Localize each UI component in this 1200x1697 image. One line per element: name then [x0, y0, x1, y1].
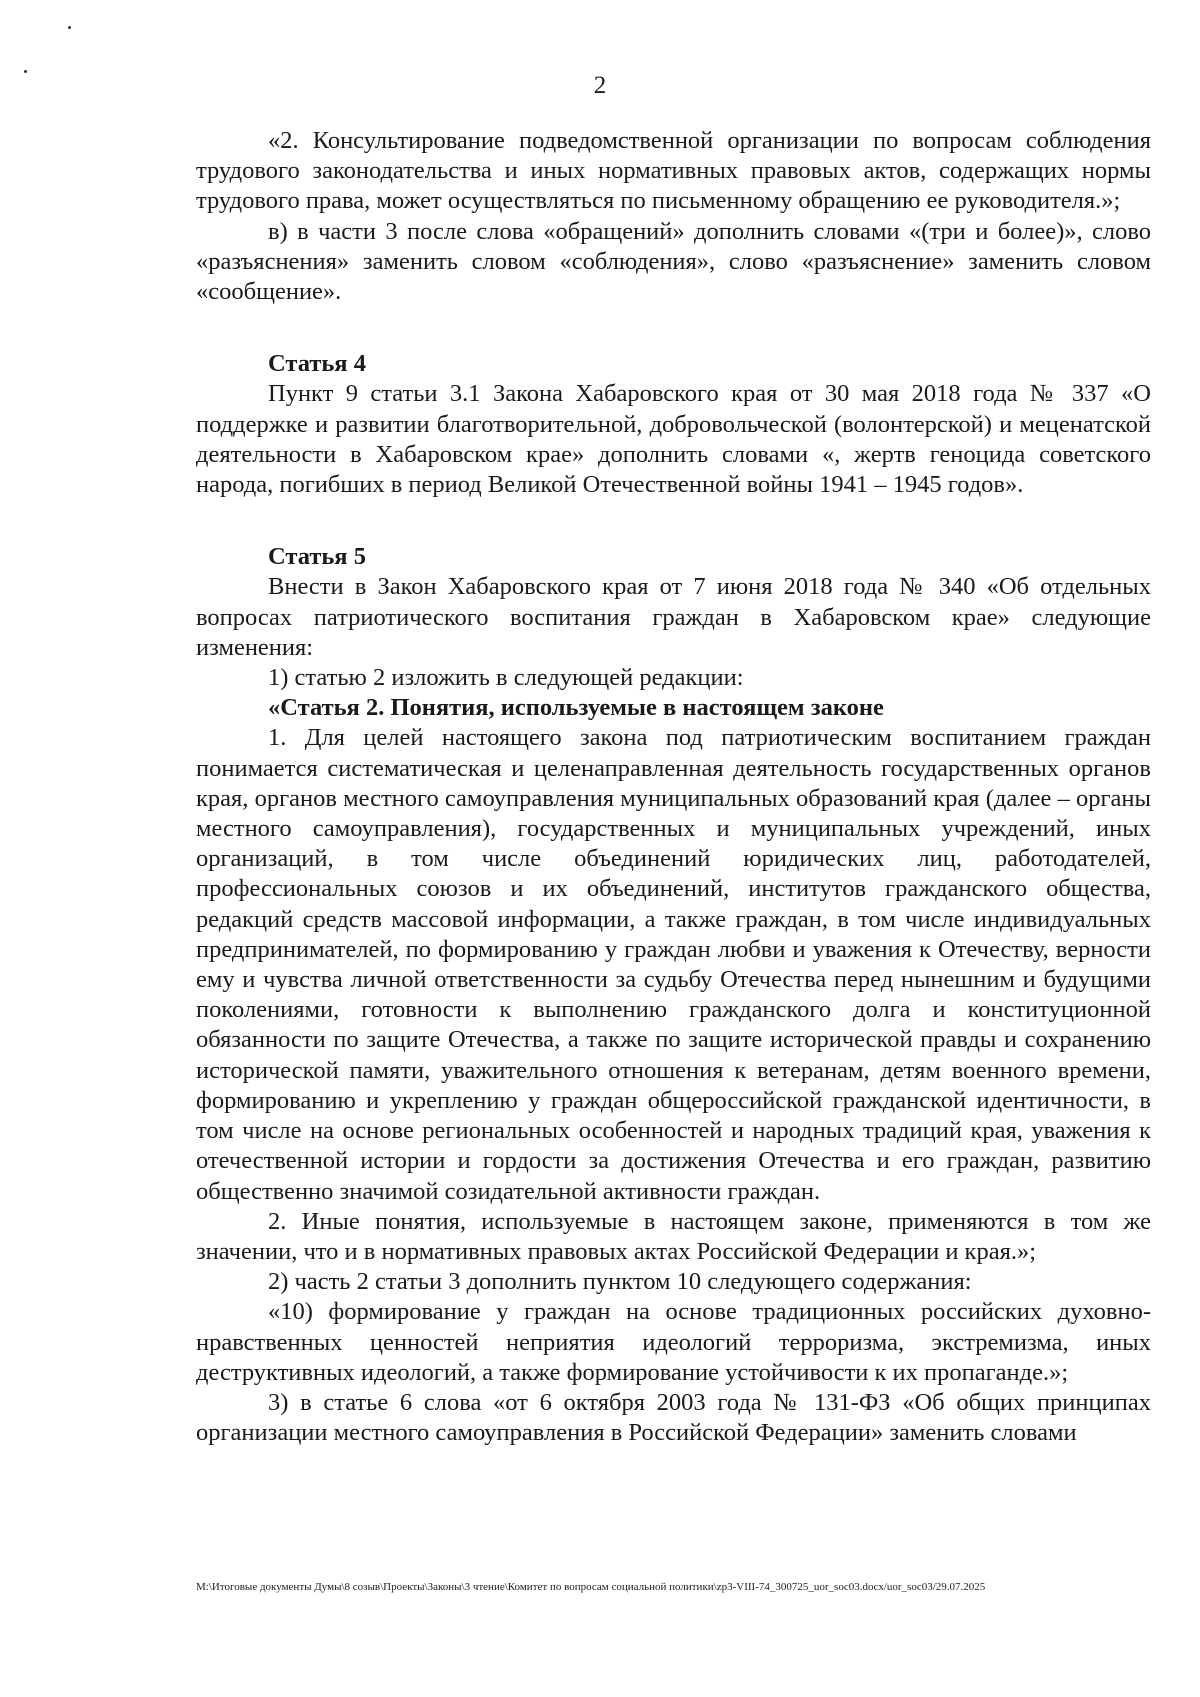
paragraph: Пункт 9 статьи 3.1 Закона Хабаровского края от 30 мая 2018 года № 337 «О поддержке и развитии благотворительной, добровольческой (волонтерской) и меценатской деятельности в Хабаровском крае» дополнить словами «, жертв геноцида советского народа, погибших в период Великой Отечественной войны 1941 – 1945 годов». — [196, 380, 1151, 499]
spacer — [196, 500, 1151, 530]
list-item: 3) в статье 6 слова «от 6 октября 2003 года № 131-ФЗ «Об общих принципах организации местного самоуправления в Российской Федерации» заменить словами — [196, 1388, 1151, 1447]
article-heading: Статья 5 — [268, 543, 366, 571]
list-item: 1) статью 2 изложить в следующей редакции: — [268, 664, 744, 692]
scan-dot — [68, 26, 71, 29]
list-item: 2) часть 2 статьи 3 дополнить пунктом 10 следующего содержания: — [268, 1268, 972, 1296]
paragraph: «10) формирование у граждан на основе традиционных российских духовно-нравственных ценностей неприятия идеологий терроризма, экстремизма, иных деструктивных идеологий, а также формирование устойчивости к их пропаганде.»; — [196, 1298, 1151, 1386]
paragraph: Внести в Закон Хабаровского края от 7 июня 2018 года № 340 «Об отдельных вопросах патриотического воспитания граждан в Хабаровском крае» следующие изменения: — [196, 573, 1151, 661]
document-body — [196, 126, 1151, 1448]
article-heading: Статья 4 — [268, 350, 366, 378]
paragraph: в) в части 3 после слова «обращений» дополнить словами «(три и более)», слово «разъяснения» заменить словом «соблюдения», слово «разъяснение» заменить словом «сообщение». — [196, 217, 1151, 306]
spacer — [196, 307, 1151, 337]
paragraph: 2. Иные понятия, используемые в настоящем законе, применяются в том же значении, что и в нормативных правовых актах Российской Федерации и края.»; — [196, 1207, 1151, 1265]
file-path-footer: M:\Итоговые документы Думы\8 созыв\Проекты\Законы\3 чтение\Комитет по вопросам социальной политики\zp3-VIII-74_300725_uor_soc03.docx/uor_soc03/29.07.2025 — [196, 1581, 986, 1593]
page-number: 2 — [593, 72, 607, 99]
subarticle-heading: «Статья 2. Понятия, используемые в настоящем законе — [268, 694, 884, 722]
paragraph: 1. Для целей настоящего закона под патриотическим воспитанием граждан понимается систематическая и целенаправленная деятельность государственных органов края, органов местного самоуправления муниципальных образований края (далее – органы местного самоуправления), государственных и муниципальных учреждений, иных организаций, в том числе объединений юридических лиц, работодателей, профессиональных союзов и их объединений, институтов гражданского общества, редакций средств массовой информации, а также граждан, в том числе индивидуальных предпринимателей, по формированию у граждан любви и уважения к Отечеству, верности ему и чувства личной ответственности за судьбу Отечества перед нынешним и будущими поколениями, готовности к выполнению гражданского долга и конституционной обязанности по защите Отечества, а также по защите исторической правды и сохранению исторической памяти, уважительного отношения к ветеранам, детям военного времени, формированию и укреплению у граждан общероссийской гражданской идентичности, в том числе на основе региональных особенностей и народных традиций края, уважения к отечественной истории и гордости за достижения Отечества и его граждан, развитию общественно значимой созидательной активности граждан. — [196, 724, 1151, 1205]
spacer — [196, 337, 1151, 349]
paragraph: «2. Консультирование подведомственной организации по вопросам соблюдения трудового законодательства и иных нормативных правовых актов, содержащих нормы трудового права, может осуществляться по письменному обращению ее руководителя.»; — [196, 127, 1151, 215]
spacer — [196, 530, 1151, 542]
